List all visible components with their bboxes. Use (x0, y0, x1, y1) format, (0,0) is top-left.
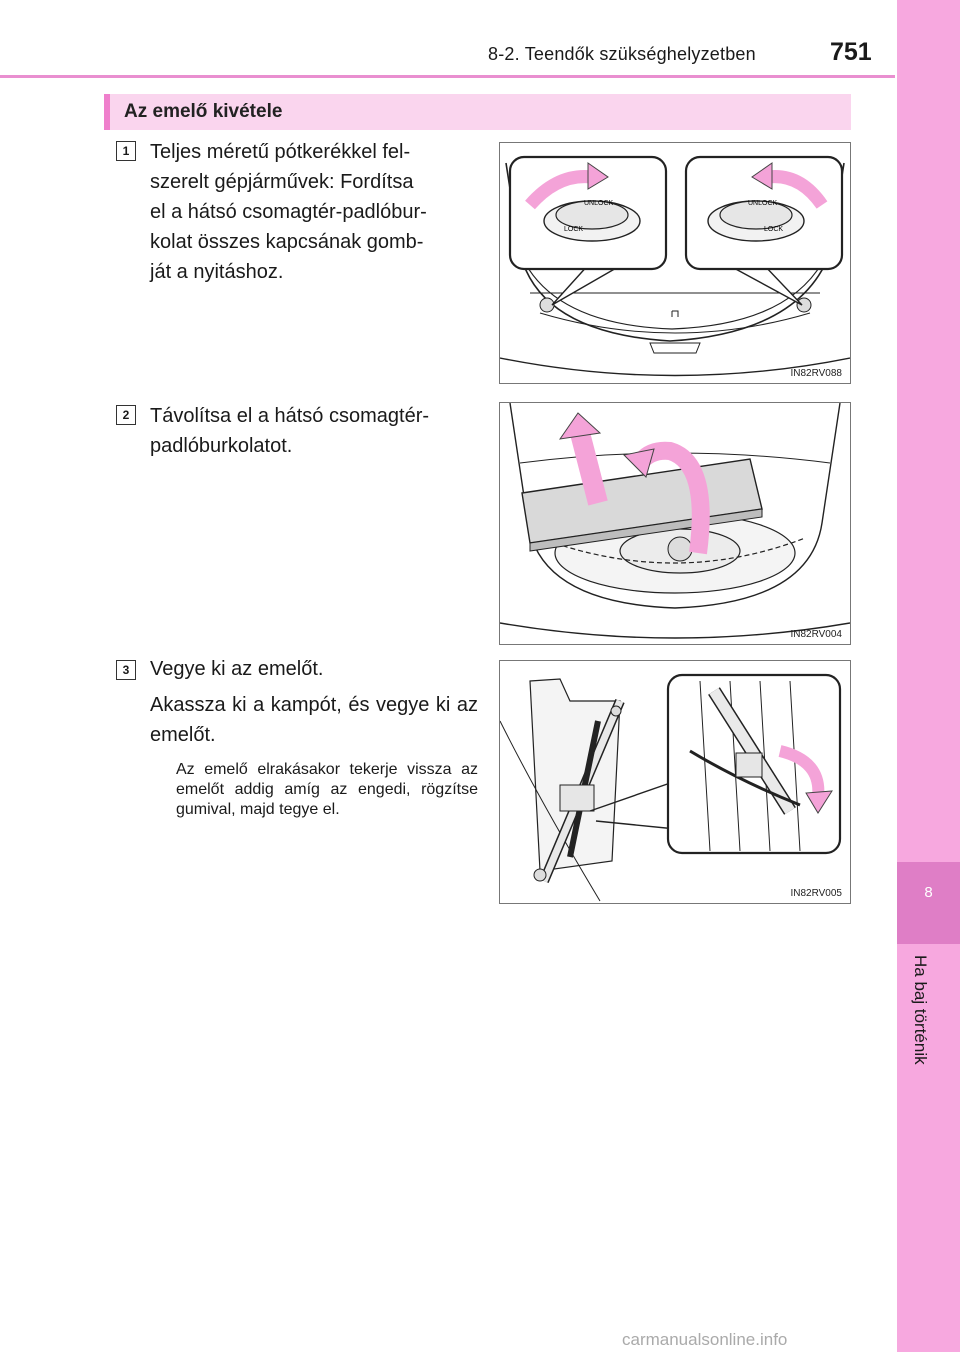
section-title: 8-2. Teendők szükséghelyzetben (488, 44, 756, 64)
page-number: 751 (830, 38, 872, 66)
header-rule (0, 75, 895, 78)
watermark: carmanualsonline.info (622, 1330, 788, 1349)
chapter-number: 8 (924, 884, 933, 901)
figure-3 (499, 660, 851, 904)
figure-2 (499, 402, 851, 645)
step-1-line: el a hátsó csomagtér-padlóbur- (150, 201, 427, 223)
step-2-line: Távolítsa el a hátsó csomagtér- (150, 405, 430, 427)
step-number-3: 3 (116, 660, 136, 680)
lock-label-right: LOCK (764, 226, 784, 233)
unlock-label-left: UNLOCK (584, 200, 614, 207)
step-1-line: Teljes méretű pótkerékkel fel- (150, 141, 411, 163)
chapter-title: Ha baj történik (911, 955, 930, 1065)
figure-1 (499, 142, 851, 384)
trunk-floor-cover-removal-illustration (500, 403, 850, 644)
step-number-2: 2 (116, 405, 136, 425)
step-1-line: szerelt gépjárművek: Fordítsa (150, 171, 414, 193)
figure-3-code: IN82RV005 (790, 888, 842, 899)
unlock-label-right: UNLOCK (748, 200, 778, 207)
trunk-floor-knobs-illustration (500, 143, 850, 383)
subsection-heading (104, 94, 851, 130)
subsection-heading-text: Az emelő kivétele (124, 101, 283, 122)
chapter-number-tab[interactable] (897, 862, 960, 944)
lock-label-left: LOCK (564, 226, 584, 233)
step-2-text (150, 401, 478, 461)
figure-2-code: IN82RV004 (790, 629, 842, 640)
step-1-line: kolat összes kapcsának gomb- (150, 231, 424, 253)
step-1-line: ját a nyitáshoz. (150, 261, 284, 283)
step-number-1: 1 (116, 141, 136, 161)
jack-removal-illustration (500, 661, 850, 903)
step-1-text (150, 137, 478, 287)
step-2-line: padlóburkolatot. (150, 435, 293, 457)
step-3-text: Vegye ki az emelőt. (150, 658, 324, 680)
figure-1-code: IN82RV088 (790, 368, 842, 379)
step-3-note: Az emelő elrakásakor tekerje vissza az emelőt addig amíg az engedi, rögzítse gumival, majd tegye el. (176, 761, 478, 818)
step-3-subtext: Akassza ki a kampót, és vegye ki az emelőt. (150, 694, 478, 746)
chapter-side-tab (897, 0, 960, 1352)
